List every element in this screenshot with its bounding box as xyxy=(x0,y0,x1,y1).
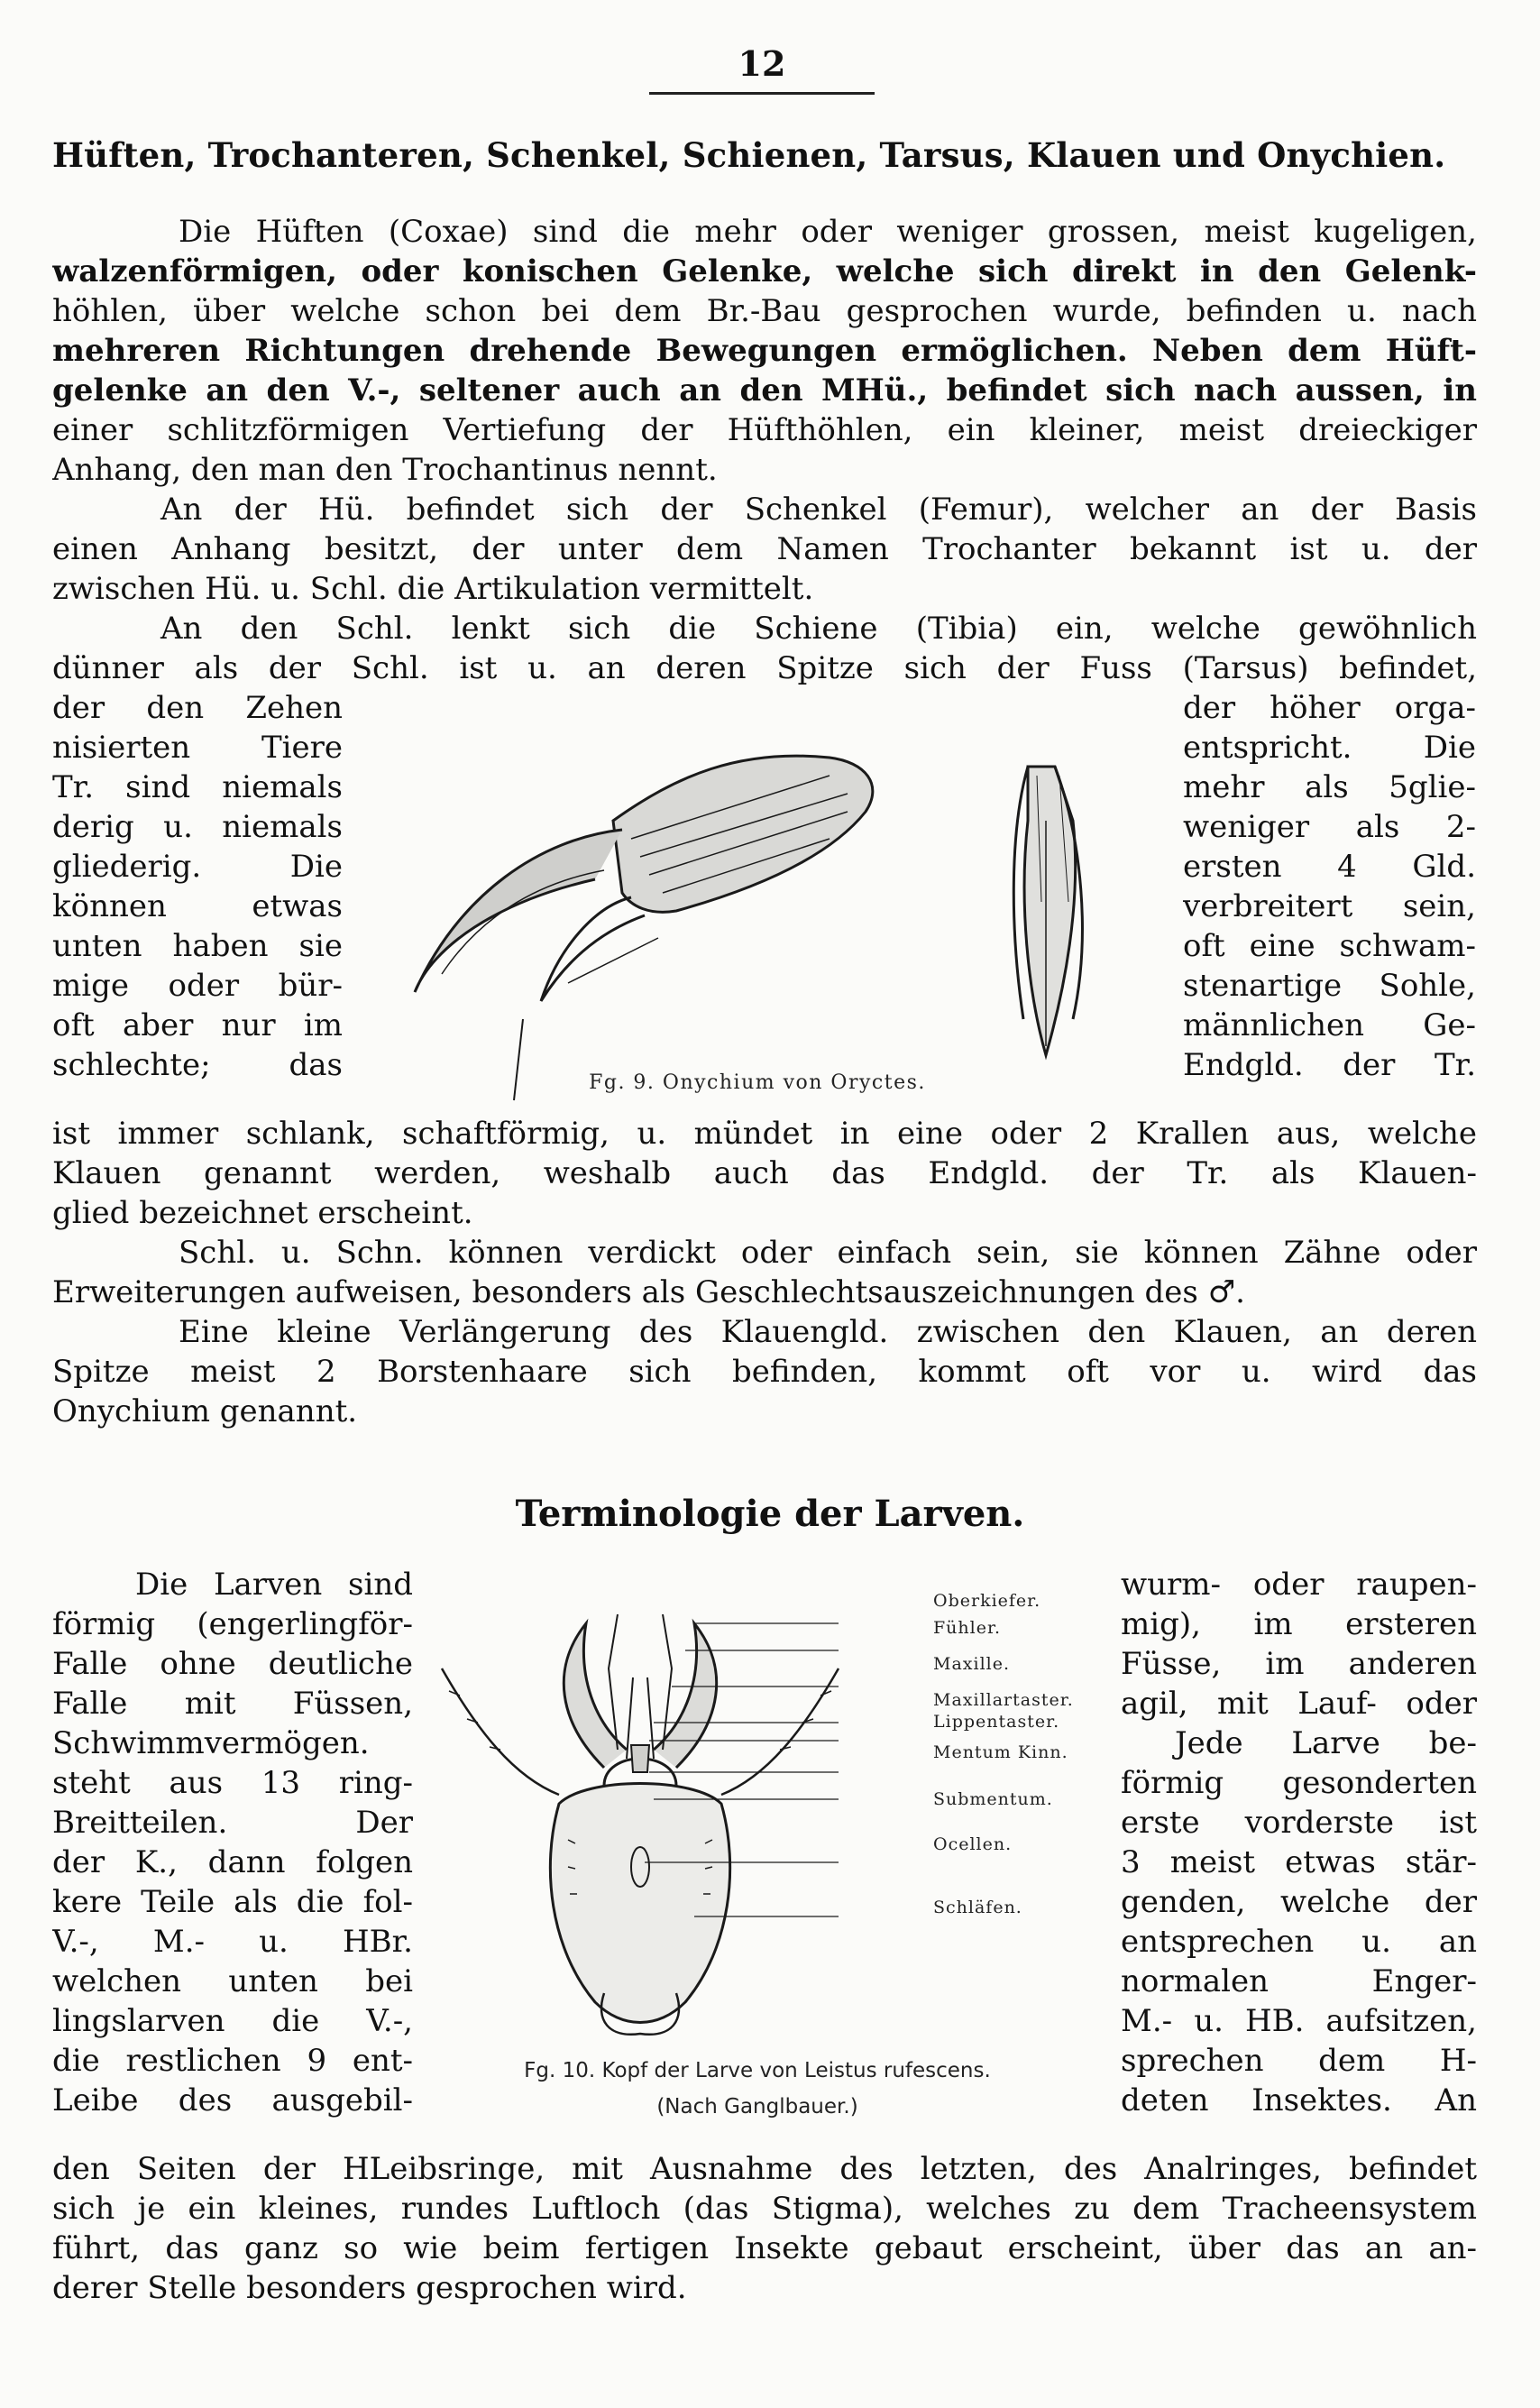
text-line: können etwas xyxy=(52,888,343,924)
text-line: oft eine schwam- xyxy=(1183,928,1476,964)
figure10-label: Maxillartaster. xyxy=(933,1690,1074,1710)
text-line: 3 meist etwas stär- xyxy=(1121,1844,1477,1880)
section2-text-continued xyxy=(52,2149,1477,2308)
text-line: kere Teile als die fol- xyxy=(52,1884,413,1920)
claw-front-view-drawing xyxy=(1013,767,1082,1055)
text-line: An den Schl. lenkt sich die Schiene (Tibia) ein, welche gewöhnlich xyxy=(160,611,1477,647)
text-line: M.- u. HB. aufsitzen, xyxy=(1121,2003,1477,2039)
text-line: Erweiterungen aufweisen, besonders als Geschlechtsauszeichnungen des ♂. xyxy=(52,1274,1245,1310)
text-line: nisierten Tiere xyxy=(52,730,343,766)
figure10-label: Lippentaster. xyxy=(933,1712,1060,1732)
text-line: oft aber nur im xyxy=(52,1007,343,1043)
figure10-label: Maxille. xyxy=(933,1654,1011,1674)
figure10-label: Fühler. xyxy=(933,1618,1002,1638)
text-line: unten haben sie xyxy=(52,928,343,964)
text-line: mehr als 5glie- xyxy=(1183,769,1476,805)
text-line: förmig gesonderten xyxy=(1121,1765,1477,1801)
text-line: normalen Enger- xyxy=(1121,1963,1477,1999)
text-line: entsprechen u. an xyxy=(1121,1924,1477,1960)
text-line: deten Insektes. An xyxy=(1121,2082,1477,2118)
text-line: höhlen, über welche schon bei dem Br.-Bau gesprochen wurde, befinden u. nach xyxy=(52,293,1477,329)
text-line: Leibe des ausgebil- xyxy=(52,2082,413,2118)
text-line: Eine kleine Verlängerung des Klauengld. zwischen den Klauen, an deren xyxy=(179,1314,1477,1350)
text-line: schlechte; das xyxy=(52,1047,343,1083)
text-line: derer Stelle besonders gesprochen wird. xyxy=(52,2270,687,2306)
text-line: weniger als 2- xyxy=(1183,809,1476,845)
text-line: einen Anhang besitzt, der unter dem Namen Trochanter bekannt ist u. der xyxy=(52,531,1477,567)
figure9-right-column xyxy=(1183,688,1476,1085)
text-line: steht aus 13 ring- xyxy=(52,1765,413,1801)
text-line: männlichen Ge- xyxy=(1183,1007,1476,1043)
text-line: förmig (engerlingför- xyxy=(52,1606,413,1642)
text-line: derig u. niemals xyxy=(52,809,343,845)
text-line: erste vorderste ist xyxy=(1121,1805,1477,1841)
text-line: Jede Larve be- xyxy=(1175,1725,1477,1761)
text-line: sich je ein kleines, rundes Luftloch (das Stigma), welches zu dem Tracheensystem xyxy=(52,2191,1477,2227)
page-number-rule xyxy=(649,92,875,95)
text-line: führt, das ganz so wie beim fertigen Insekte gebaut erscheint, über das an an- xyxy=(52,2230,1477,2266)
text-line: Falle mit Füssen, xyxy=(52,1686,413,1722)
page-number: 12 xyxy=(738,43,786,84)
text-line: verbreitert sein, xyxy=(1183,888,1476,924)
section-heading-larvae: Terminologie der Larven. xyxy=(515,1493,1025,1535)
text-line: glied bezeichnet erscheint. xyxy=(52,1195,473,1231)
text-line: genden, welche der xyxy=(1121,1884,1477,1920)
text-line: welchen unten bei xyxy=(52,1963,413,1999)
text-line: agil, mit Lauf- oder xyxy=(1121,1686,1477,1722)
text-line: die restlichen 9 ent- xyxy=(52,2043,413,2079)
text-line: Klauen genannt werden, weshalb auch das Endgld. der Tr. als Klauen- xyxy=(52,1155,1477,1191)
text-line: der K., dann folgen xyxy=(52,1844,413,1880)
text-line: mehreren Richtungen drehende Bewegungen ermöglichen. Neben dem Hüft- xyxy=(52,333,1477,369)
text-line: Die Larven sind xyxy=(135,1567,413,1603)
text-line: Schl. u. Schn. können verdickt oder einfach sein, sie können Zähne oder xyxy=(179,1235,1477,1271)
text-line: einer schlitzförmigen Vertiefung der Hüfthöhlen, ein kleiner, meist dreieckiger xyxy=(52,412,1477,448)
text-line: Schwimmvermögen. xyxy=(52,1725,370,1761)
text-line: ist immer schlank, schaftförmig, u. mündet in eine oder 2 Krallen aus, welche xyxy=(52,1116,1477,1152)
figure9-caption: Fg. 9. Onychium von Oryctes. xyxy=(589,1071,926,1094)
text-line: mige oder bür- xyxy=(52,968,343,1004)
text-line: Spitze meist 2 Borstenhaare sich befinden, kommt oft vor u. wird das xyxy=(52,1354,1477,1390)
text-line: Falle ohne deutliche xyxy=(52,1646,413,1682)
claw-side-view-drawing xyxy=(415,756,873,1100)
text-line: entspricht. Die xyxy=(1183,730,1476,766)
figure10-left-column xyxy=(52,1565,413,2120)
figure10-label: Mentum Kinn. xyxy=(933,1742,1068,1762)
text-line: dünner als der Schl. ist u. an deren Spitze sich der Fuss (Tarsus) befindet, xyxy=(52,650,1477,686)
figure10-caption: Fg. 10. Kopf der Larve von Leistus rufescens. xyxy=(524,2059,991,2082)
figure10-caption-source: (Nach Ganglbauer.) xyxy=(656,2095,858,2118)
text-line: Onychium genannt. xyxy=(52,1393,358,1429)
figure9-left-column xyxy=(52,688,343,1085)
text-line: Tr. sind niemals xyxy=(52,769,343,805)
text-line: Füsse, im anderen xyxy=(1121,1646,1477,1682)
figure10-illustration xyxy=(424,1569,929,2074)
section1-text xyxy=(52,212,1477,688)
text-line: ersten 4 Gld. xyxy=(1183,849,1476,885)
text-line: Die Hüften (Coxae) sind die mehr oder weniger grossen, meist kugeligen, xyxy=(179,214,1477,250)
figure10-label: Schläfen. xyxy=(933,1898,1022,1917)
text-line: zwischen Hü. u. Schl. die Artikulation vermittelt. xyxy=(52,571,814,607)
section-heading: Hüften, Trochanteren, Schenkel, Schienen, Tarsus, Klauen und Onychien. xyxy=(52,135,1446,175)
section1-text-continued xyxy=(52,1114,1477,1431)
figure10-right-column xyxy=(1121,1565,1477,2120)
text-line: Anhang, den man den Trochantinus nennt. xyxy=(52,452,718,488)
text-line: der höher orga- xyxy=(1183,690,1476,726)
text-line: der den Zehen xyxy=(52,690,343,726)
figure10-label: Submentum. xyxy=(933,1789,1053,1809)
text-line: An der Hü. befindet sich der Schenkel (Femur), welcher an der Basis xyxy=(160,492,1477,528)
text-line: sprechen dem H- xyxy=(1121,2043,1477,2079)
text-line: gelenke an den V.-, seltener auch an den MHü., befindet sich nach aussen, in xyxy=(52,372,1477,409)
text-line: walzenförmigen, oder konischen Gelenke, welche sich direkt in den Gelenk- xyxy=(52,253,1477,290)
figure9-illustration xyxy=(361,721,1172,1109)
text-line: stenartige Sohle, xyxy=(1183,968,1476,1004)
larva-head-drawing xyxy=(442,1614,839,2035)
figure10-label: Ocellen. xyxy=(933,1834,1013,1854)
text-line: wurm- oder raupen- xyxy=(1121,1567,1477,1603)
text-line: Breitteilen. Der xyxy=(52,1805,413,1841)
text-line: Endgld. der Tr. xyxy=(1183,1047,1476,1083)
text-line: mig), im ersteren xyxy=(1121,1606,1477,1642)
figure10-label: Oberkiefer. xyxy=(933,1591,1041,1611)
text-line: lingslarven die V.-, xyxy=(52,2003,413,2039)
text-line: V.-, M.- u. HBr. xyxy=(52,1924,413,1960)
text-line: den Seiten der HLeibsringe, mit Ausnahme des letzten, des Analringes, befindet xyxy=(52,2151,1477,2187)
text-line: gliederig. Die xyxy=(52,849,343,885)
